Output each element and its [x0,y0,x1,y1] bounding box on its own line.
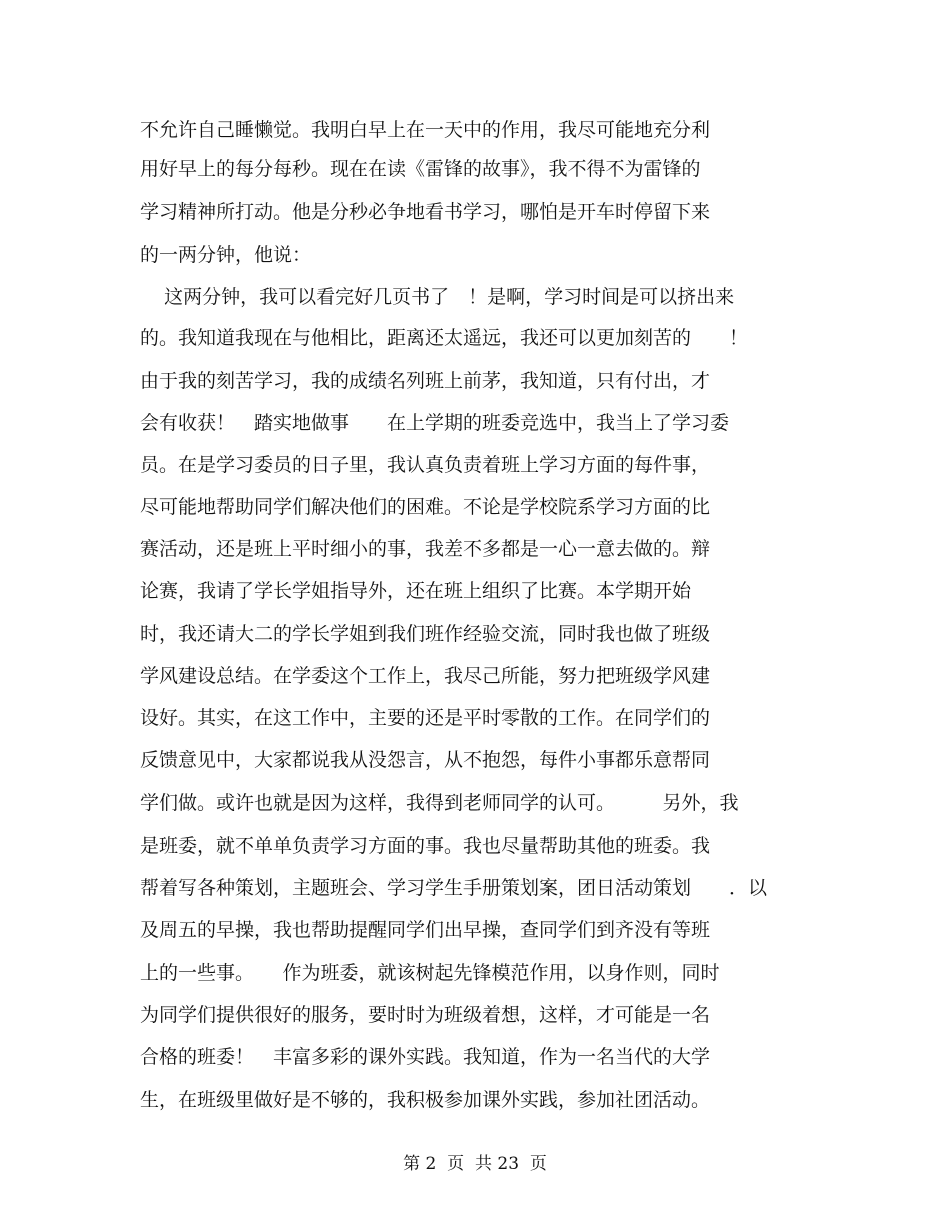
text-line: 学习精神所打动。他是分秒必争地看书学习，哪怕是开车时停留下来 [140,201,711,223]
text-line: 员。在是学习委员的日子里，我认真负责着班上学习方面的每件事， [140,454,711,476]
text-line: 是班委，就不单单负责学习方面的事。我也尽量帮助其他的班委。我 [140,835,711,857]
text-line: 合格的班委！ 丰富多彩的课外实践。我知道，作为一名当代的大学 [140,1046,711,1068]
text-line: 设好。其实，在这工作中，主要的还是平时零散的工作。在同学们的 [140,707,711,729]
text-line: 的一两分钟，他说： [140,244,312,266]
text-line: 赛活动，还是班上平时细小的事，我差不多都是一心一意去做的。辩 [140,538,711,560]
text-line: 上的一些事。 作为班委，就该树起先锋模范作用，以身作则，同时 [140,962,720,984]
text-line: 会有收获！ 踏实地做事 在上学期的班委竞选中，我当上了学习委 [140,412,730,434]
text-line: 不允许自己睡懒觉。我明白早上在一天中的作用，我尽可能地充分利 [140,119,711,141]
text-line: 由于我的刻苦学习，我的成绩名列班上前茅，我知道，只有付出，才 [140,370,711,392]
text-line: 尽可能地帮助同学们解决他们的困难。不论是学校院系学习方面的比 [140,496,711,518]
text-line: 这两分钟，我可以看完好几页书了 ！是啊，学习时间是可以挤出来 [140,286,735,308]
text-line: 生，在班级里做好是不够的，我积极参加课外实践，参加社团活动。 [140,1089,711,1111]
text-line: 帮着写各种策划，主题班会、学习学生手册策划案，团日活动策划 ．以 [140,877,768,899]
text-line: 时，我还请大二的学长学姐到我们班作经验交流，同时我也做了班级 [140,623,711,645]
text-line: 及周五的早操，我也帮助提醒同学们出早操，查同学们到齐没有等班 [140,919,711,941]
text-line: 学们做。或许也就是因为这样，我得到老师同学的认可。 另外，我 [140,792,739,814]
text-line: 用好早上的每分每秒。现在在读《雷锋的故事》，我不得不为雷锋的 [140,158,701,180]
text-line: 论赛，我请了学长学姐指导外，还在班上组织了比赛。本学期开始 [140,580,692,602]
text-line: 为同学们提供很好的服务，要时时为班级着想，这样，才可能是一名 [140,1004,711,1026]
text-line: 的。我知道我现在与他相比，距离还太遥远，我还可以更加刻苦的 ！ [140,327,749,349]
text-line: 学风建设总结。在学委这个工作上，我尽己所能，努力把班级学风建 [140,665,711,687]
page-footer: 第 2 页 共 23 页 [403,1154,547,1174]
text-line: 反馈意见中，大家都说我从没怨言，从不抱怨，每件小事都乐意帮同 [140,749,711,771]
